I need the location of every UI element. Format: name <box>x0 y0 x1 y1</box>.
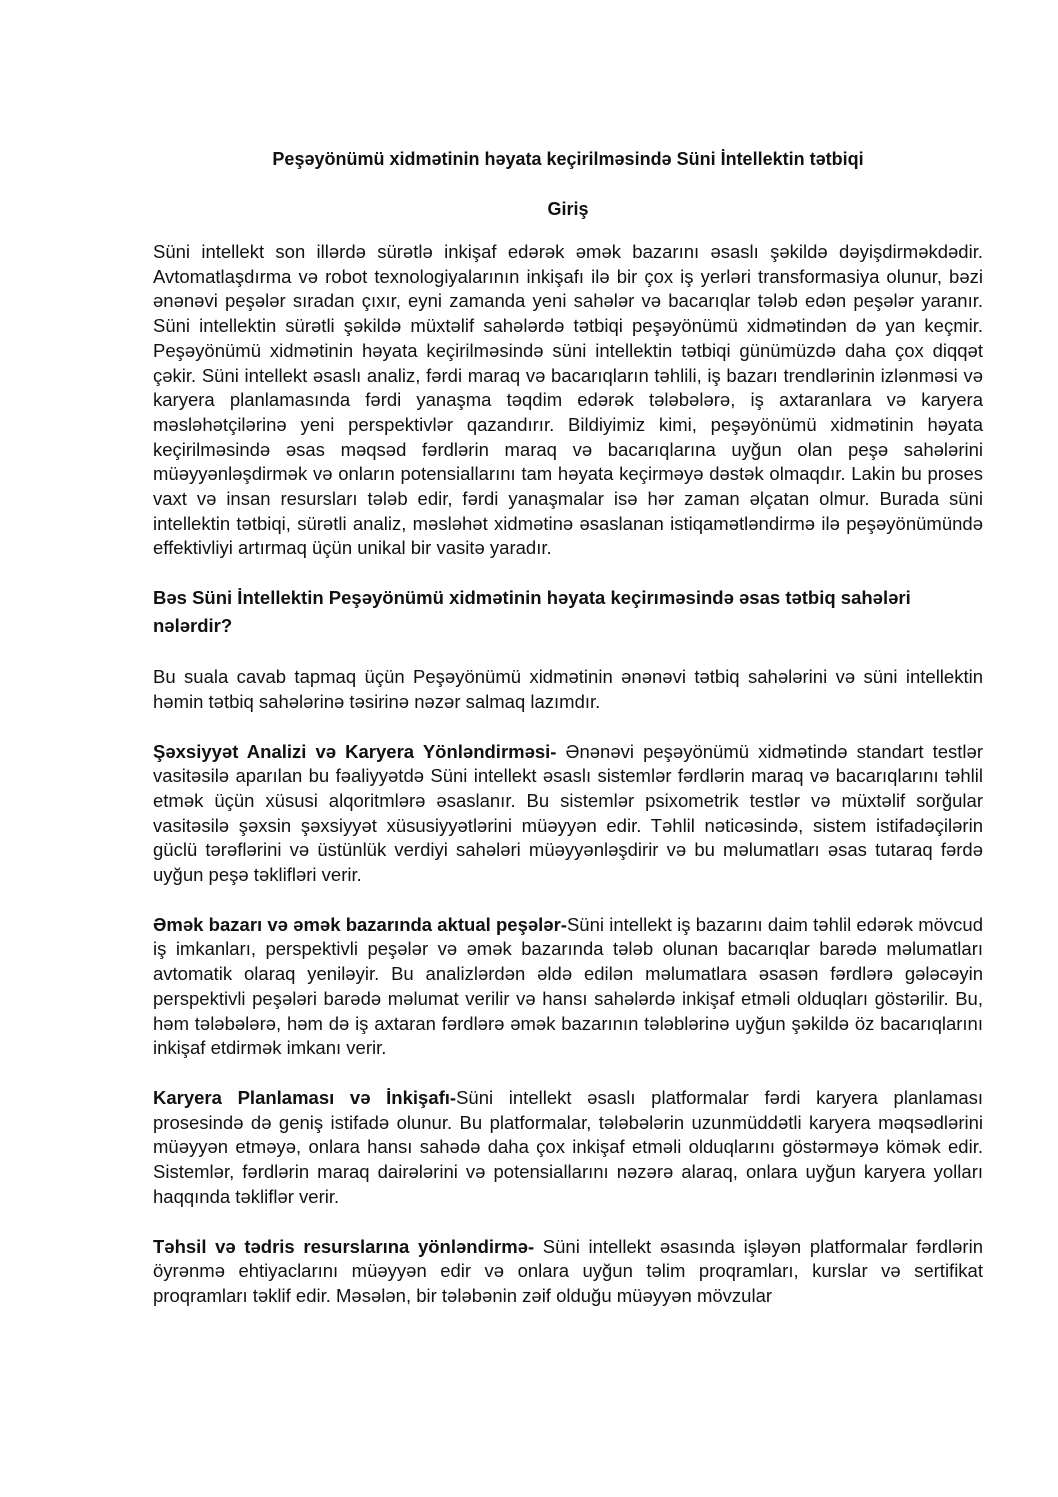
section-lead-personality: Şəxsiyyət Analizi və Karyera Yönləndirməsi- <box>153 740 557 762</box>
section-lead-labor-market: Əmək bazarı və əmək bazarında aktual peşələr- <box>153 913 567 935</box>
section-lead-education: Təhsil və tədris resurslarına yönləndirmə- <box>153 1235 535 1257</box>
document-title: Peşəyönümü xidmətinin həyata keçirilməsində Süni İntellektin tətbiqi <box>272 149 864 169</box>
section-lead-career-planning: Karyera Planlaması və İnkişafı- <box>153 1086 457 1108</box>
section-paragraph-personality <box>153 740 983 888</box>
answer-intro-paragraph: Bu suala cavab tapmaq üçün Peşəyönümü xidmətinin ənənəvi tətbiq sahələrini və süni intellektin həmin tətbiq sahələrinə təsirinə nəzər salmaq lazımdır. <box>153 666 983 712</box>
section-paragraph-career-planning <box>153 1086 983 1210</box>
section-body-personality: Ənənəvi peşəyönümü xidmətində standart testlər vasitəsilə aparılan bu fəaliyyətdə Süni intellekt əsaslı sistemlər fərdlərin maraq və bacarıqlarını təhlil etmək üçün xüsusi alqoritmlərə əsaslanır. Bu sistemlər psixometrik testlər və müxtəlif sorğular vasitəsilə şəxsin şəxsiyyət xüsusiyyətlərini müəyyən edir. Təhlil nəticəsində, sistem istifadəçilərin güclü tərəflərini və üstünlük verdiyi sahələri müəyyənləşdirir və bu məlumatları əsas tutaraq fərdə uyğun peşə təklifləri verir. <box>153 740 983 886</box>
section-body-education: Süni intellekt əsasında işləyən platformalar fərdlərin öyrənmə ehtiyaclarını müəyyən edir və onlara uyğun təlim proqramları, kurslar və sertifikat proqramları təklif edir. Məsələn, bir tələbənin zəif olduğu müəyyən mövzular <box>153 1235 983 1306</box>
section-paragraph-education <box>153 1235 983 1309</box>
document-page <box>153 146 983 1309</box>
intro-paragraph: Süni intellekt son illərdə sürətlə inkişaf edərək əmək bazarını əsaslı şəkildə dəyişdirməkdədir. Avtomatlaşdırma və robot texnologiyalarının inkişafı ilə bir çox iş yerləri transformasiya olunur, bəzi ənənəvi peşələr sıradan çıxır, eyni zamanda yeni sahələr və bacarıqlar tələb edən peşələr yaranır. Süni intellektin sürətli şəkildə müxtəlif sahələrdə tətbiqi peşəyönümü xidmətindən də yan keçmir. Peşəyönümü xidmətinin həyata keçirilməsində süni intellektin tətbiqi günümüzdə daha çox diqqət çəkir. Süni intellekt əsaslı analiz, fərdi maraq və bacarıqların təhlili, iş bazarı trendlərinin izlənməsi və karyera planlamasında fərdi yanaşma təqdim edərək tələbələrə, iş axtaranlara və karyera məsləhətçilərinə yeni perspektivlər qazandırır. Bildiyimiz kimi, peşəyönümü xidmətinin həyata keçirilməsində əsas məqsəd fərdlərin maraq və bacarıqlarına uyğun olan peşə sahələrini müəyyənləşdirmək və onların potensiallarını tam həyata keçirməyə dəstək olmaqdır. Lakin bu proses vaxt və insan resursları tələb edir, fərdi yanaşmalar isə hər zaman əlçatan olmur. Burada süni intellektin tətbiqi, sürətli analiz, məsləhət xidmətinə əsaslanan istiqamətləndirmə ilə peşəyönümündə effektivliyi artırmaq üçün unikal bir vasitə yaradır. <box>153 241 983 559</box>
section-body-career-planning: Süni intellekt əsaslı platformalar fərdi karyera planlaması prosesində də geniş istifadə olunur. Bu platformalar, tələbələrin uzunmüddətli karyera məqsədlərini müəyyən etməyə, onlara hansı sahədə daha çox inkişaf etməli olduqlarını göstərməyə kömək edir. Sistemlər, fərdlərin maraq dairələrini və potensiallarını nəzərə alaraq, onlara uyğun karyera yolları haqqında təkliflər verir. <box>153 1086 983 1207</box>
section-body-labor-market: Süni intellekt iş bazarını daim təhlil edərək mövcud iş imkanları, perspektivli peşələr və əmək bazarında tələb olunan bacarıqlar barədə məlumatları avtomatik olaraq yeniləyir. Bu analizlərdən əldə edilən məlumatlara əsasən fərdlərə gələcəyin perspektivli peşələri barədə məlumat verilir və hansı sahələrdə inkişaf etməli olduqları göstərilir. Bu, həm tələbələrə, həm də iş axtaran fərdlərə əmək bazarının tələblərinə uyğun şəkildə öz bacarıqlarını inkişaf etdirmək imkanı verir. <box>153 913 983 1059</box>
section-paragraph-labor-market <box>153 913 983 1061</box>
question-heading: Bəs Süni İntellektin Peşəyönümü xidmətinin həyata keçirıməsində əsas tətbiq sahələri nələrdir? <box>153 587 911 637</box>
section-heading-intro: Giriş <box>547 199 589 219</box>
